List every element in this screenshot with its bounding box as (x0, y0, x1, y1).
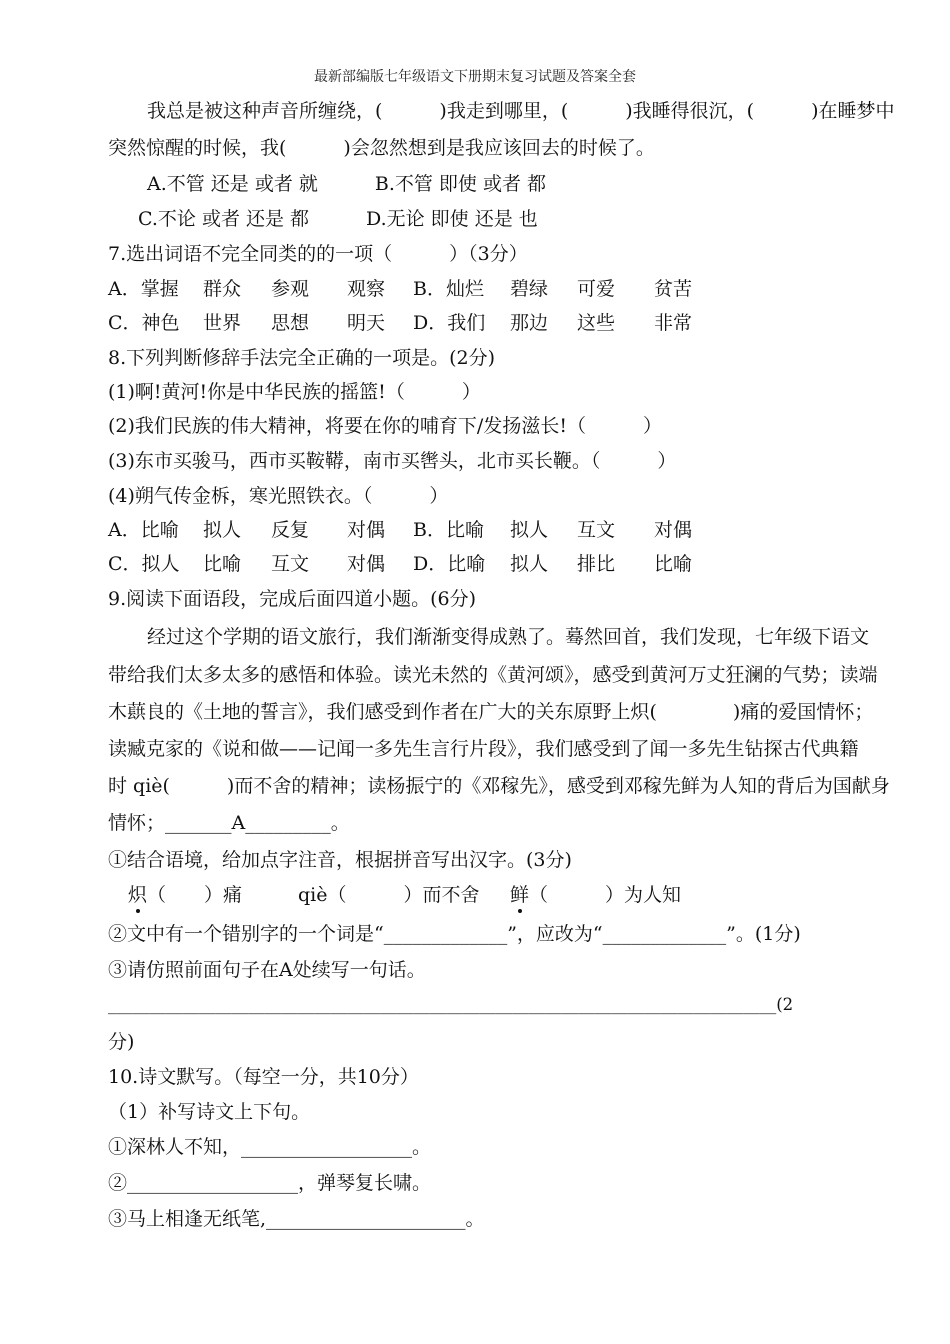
q6-choices-row-1: A.不管 还是 或者 就 B.不管 即使 或者 都 (147, 173, 547, 195)
q8-item-3: (3)东市买骏马，西市买鞍鞯，南市买辔头，北市买长鞭。（ ） (108, 450, 677, 472)
q9-sub1-item-qie: qiè（ ）而不舍 (298, 884, 480, 906)
q6-sentence-line-1: 我总是被这种声音所缠绕，( )我走到哪里，( )我睡得很沉，( )在睡梦中 (147, 100, 895, 122)
q9-passage-line: 时 qiè( )而不舍的精神；读杨振宁的《邓稼先》，感受到邓稼先鲜为人知的背后为国献身 (108, 775, 890, 797)
q7-option-cell: 那边 (510, 312, 549, 334)
q8-option-cell: C．拟人 (108, 553, 180, 575)
q9-passage-line: 情怀；_______A_________。 (108, 812, 350, 834)
emphasis-dot-mark (510, 883, 529, 907)
emphasis-dot-mark (128, 883, 147, 907)
q8-option-cell: 拟人 (510, 553, 549, 575)
q9-passage-line: 读臧克家的《说和做——记闻一多先生言行片段》，我们感受到了闻一多先生钻探古代典籍 (108, 738, 859, 760)
q8-option-cell: 反复 (271, 519, 310, 541)
q8-option-cell: 对偶 (347, 519, 386, 541)
q7-option-cell: 明天 (347, 312, 386, 334)
q7-option-cell: B．灿烂 (413, 278, 484, 300)
q9-passage-line: 经过这个学期的语文旅行，我们渐渐变得成熟了。蓦然回首，我们发现，七年级下语文 (147, 626, 870, 648)
q8-option-cell: 比喻 (654, 553, 693, 575)
q8-stem: 8.下列判断修辞手法完全正确的一项是。(2分) (108, 347, 496, 369)
q7-option-cell: 可爱 (577, 278, 616, 300)
q8-item-1: (1)啊!黄河!你是中华民族的摇篮!（ ） (108, 381, 481, 403)
q6-sentence-line-2: 突然惊醒的时候，我( )会忽然想到是我应该回去的时候了。 (108, 137, 655, 159)
q9-sub-question-2: ②文中有一个错别字的一个词是“_____________”，应改为“_____________”。(1分) (108, 923, 801, 945)
q8-item-4: (4)朔气传金柝，寒光照铁衣。（ ） (108, 485, 449, 507)
q8-option-cell: 互文 (577, 519, 616, 541)
q10-stem: 10.诗文默写。（每空一分，共10分） (108, 1066, 419, 1088)
q8-option-cell: 拟人 (203, 519, 242, 541)
q8-option-cell: 排比 (577, 553, 616, 575)
q9-sub1-item-zhi: 炽（ ）痛 (128, 884, 243, 906)
q9-sub3-score: 分) (108, 1031, 135, 1053)
q8-item-2: (2)我们民族的伟大精神，将要在你的哺育下/发扬滋长!（ ） (108, 415, 662, 437)
q8-option-cell: 对偶 (347, 553, 386, 575)
q7-option-cell: 世界 (203, 312, 242, 334)
q8-option-cell: D．比喻 (413, 553, 486, 575)
q9-sub3-answer-line[interactable]: _________________________________________________________________________________(2 (108, 995, 794, 1014)
q6-choices-row-2: C.不论 或者 还是 都 D.无论 即使 还是 也 (138, 208, 538, 230)
q7-option-cell: 碧绿 (510, 278, 549, 300)
q8-option-cell: 互文 (271, 553, 310, 575)
q7-option-cell: C．神色 (108, 312, 180, 334)
q8-option-cell: 拟人 (510, 519, 549, 541)
q9-passage-line: 木蕻良的《土地的誓言》，我们感受到作者在广大的关东原野上炽( )痛的爱国情怀； (108, 701, 874, 723)
q7-option-cell: 非常 (654, 312, 693, 334)
q10-line-1[interactable]: ①深林人不知，__________________。 (108, 1136, 432, 1158)
q7-option-cell: 这些 (577, 312, 616, 334)
q10-line-3[interactable]: ③马上相逢无纸笔,_____________________。 (108, 1208, 485, 1230)
q7-option-cell: D．我们 (413, 312, 486, 334)
q9-sub-question-1: ①结合语境，给加点字注音，根据拼音写出汉字。(3分) (108, 849, 572, 871)
q8-option-cell: B．比喻 (413, 519, 484, 541)
q8-option-cell: 比喻 (203, 553, 242, 575)
q9-sub1-item-xian: 鲜（ ）为人知 (510, 884, 682, 906)
q7-option-cell: 贫苦 (654, 278, 693, 300)
q9-sub-question-3: ③请仿照前面句子在A处续写一句话。 (108, 959, 426, 981)
q7-option-cell: 参观 (271, 278, 310, 300)
q7-option-cell: 群众 (203, 278, 242, 300)
q10-line-2[interactable]: ②__________________，弹琴复长啸。 (108, 1172, 432, 1194)
q7-stem: 7.选出词语不完全同类的的一项（ ）（3分） (108, 243, 528, 265)
q7-option-cell: 观察 (347, 278, 386, 300)
q8-option-cell: 对偶 (654, 519, 693, 541)
q9-stem: 9.阅读下面语段，完成后面四道小题。(6分) (108, 588, 477, 610)
q7-option-cell: 思想 (271, 312, 310, 334)
page-header-title: 最新部编版七年级语文下册期末复习试题及答案全套 (314, 69, 636, 85)
q10-sub-heading: （1）补写诗文上下句。 (108, 1101, 311, 1123)
q9-passage-line: 带给我们太多太多的感悟和体验。读光未然的《黄河颂》，感受到黄河万丈狂澜的气势；读端 (108, 664, 878, 686)
q7-option-cell: A．掌握 (108, 278, 179, 300)
q8-option-cell: A．比喻 (108, 519, 179, 541)
